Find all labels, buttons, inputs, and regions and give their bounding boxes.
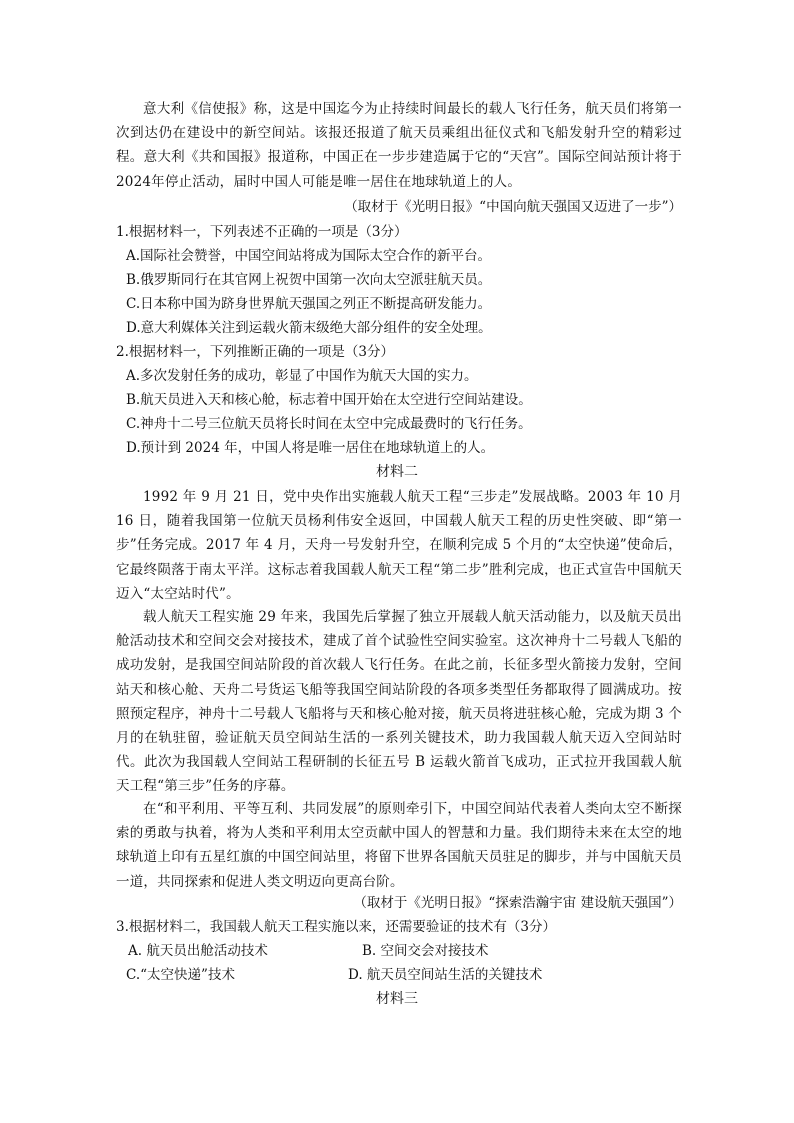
question3-stem: 3.根据材料二，我国载人航天工程实施以来，还需要验证的技术有（3分）	[116, 919, 556, 935]
passage2-paragraph-3: 在“和平利用、平等互利、共同发展”的原则牵引下，中国空间站代表着人类向太空不断探索的勇敢与执着，将为人类和平利用太空贡献中国人的智慧和力量。我们期待未来在太空的地球轨道上印有五星红旗的中国空间站里，将留下世界各国航天员驻足的脚步，并与中国航天员一道，共同探索和促进人类文明迈向更高台阶。	[116, 801, 682, 890]
question1-stem: 1.根据材料一，下列表述不正确的一项是（3分）	[116, 224, 408, 240]
question1-option-a: A.国际社会赞誉，中国空间站将成为国际太空合作的新平台。	[126, 248, 492, 264]
question1-option-c: C.日本称中国为跻身世界航天强国之列正不断提高研发能力。	[126, 296, 492, 312]
passage2-paragraph-1: 1992 年 9 月 21 日，党中央作出实施载人航天工程“三步走”发展战略。2003 年 10 月 16 日，随着我国第一位航天员杨利伟安全返回，中国载人航天工程的历史性突破、即“第一步”任务完成。2017 年 4 月，天舟一号发射升空，在顺利完成 5 个月的“太空快递”使命后，它最终陨落于南太平洋。这标志着我国载人航天工程“第二步”胜利完成，也正式宣告中国航天迈入“太空站时代”。	[116, 489, 682, 602]
question2-option-c: C.神舟十二号三位航天员将长时间在太空中完成最费时的飞行任务。	[126, 416, 532, 432]
passage1-source: （取材于《光明日报》“中国向航天强国又迈进了一步”）	[344, 199, 682, 215]
passage1-paragraph: 意大利《信使报》称，这是中国迄今为止持续时间最长的载人飞行任务，航天员们将第一次到达仍在建设中的新空间站。该报还报道了航天员乘组出征仪式和飞船发射升空的精彩过程。意大利《共和国报》报道称，中国正在一步步建造属于它的“天宫”。国际空间站预计将于2024年停止活动，届时中国人可能是唯一居住在地球轨道上的人。	[116, 101, 682, 190]
question1-option-b: B.俄罗斯同行在其官网上祝贺中国第一次向太空派驻航天员。	[126, 272, 492, 288]
question1-option-d: D.意大利媒体关注到运载火箭末级绝大部分组件的安全处理。	[126, 320, 492, 336]
question3-option-d: D. 航天员空间站生活的关键技术	[348, 967, 543, 983]
question3-option-b: B. 空间交会对接技术	[362, 943, 489, 959]
question2-stem: 2.根据材料一，下列推断正确的一项是（3分）	[116, 344, 394, 360]
passage2-paragraph-2: 载人航天工程实施 29 年来，我国先后掌握了独立开展载人航天活动能力，以及航天员出舱活动技术和空间交会对接技术，建成了首个试验性空间实验室。这次神舟十二号载人飞船的成功发射，是我国空间站阶段的首次载人飞行任务。在此之前，长征多型火箭接力发射，空间站天和核心舱、天舟二号货运飞船等我国空间站阶段的各项多类型任务都取得了圆满成功。按照预定程序，神舟十二号载人飞船将与天和核心舱对接，航天员将进驻核心舱，完成为期 3 个月的在轨驻留，验证航天员空间站生活的一系列关键技术，助力我国载人航天迈入空间站时代。此次为我国载人空间站工程研制的长征五号 B 运载火箭首飞成功，正式拉开我国载人航天工程“第三步”任务的序幕。	[116, 609, 682, 795]
passage2-title: 材料二	[376, 464, 418, 480]
question2-option-a: A.多次发射任务的成功，彰显了中国作为航天大国的实力。	[126, 368, 478, 384]
passage2-source: （取材于《光明日报》“探索浩瀚宇宙 建设航天强国”）	[353, 895, 682, 911]
question2-option-d: D.预计到 2024 年，中国人将是唯一居住在地球轨道上的人。	[126, 440, 495, 456]
question3-option-c: C.“太空快递”技术	[126, 967, 235, 983]
question2-option-b: B.航天员进入天和核心舱，标志着中国开始在太空进行空间站建设。	[126, 392, 532, 408]
passage3-title: 材料三	[376, 991, 418, 1007]
question3-option-a: A. 航天员出舱活动技术	[128, 943, 268, 959]
